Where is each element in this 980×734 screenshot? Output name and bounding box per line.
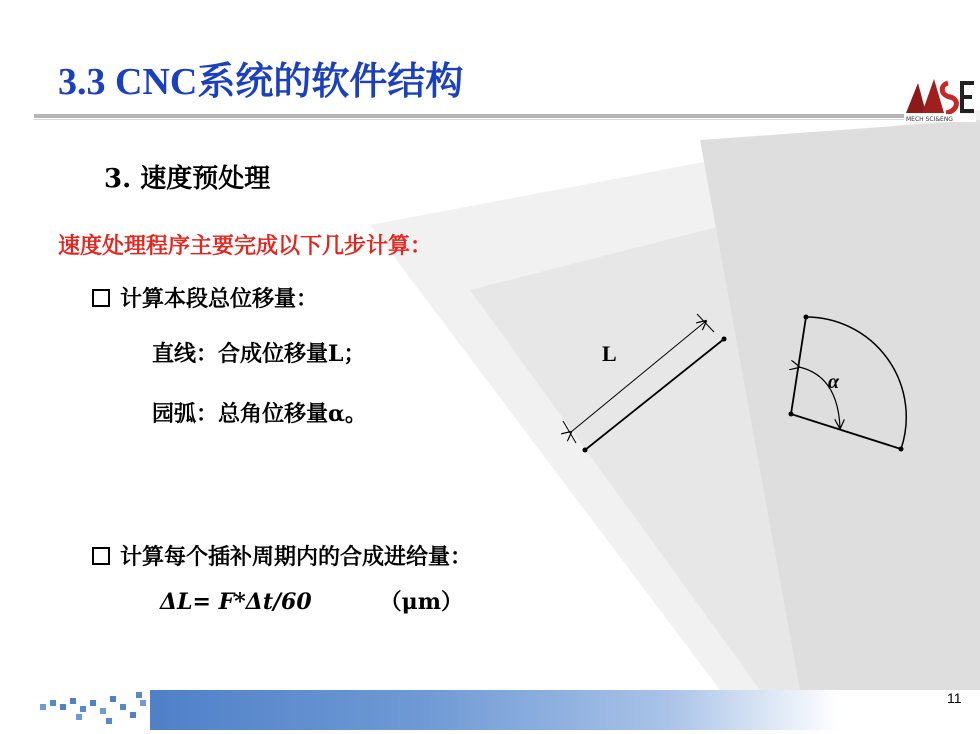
line-label: L: [602, 341, 617, 366]
formula-unit: （μm）: [379, 589, 464, 615]
footer-bar: [150, 690, 840, 730]
straight-line-text: 直线：合成位移量L；: [152, 341, 366, 367]
page-number: 11: [947, 690, 962, 706]
arc-end-point: [899, 447, 904, 452]
intro-text: 速度处理程序主要完成以下几步计算：: [58, 233, 433, 259]
line-segment-figure: [563, 314, 727, 453]
logo-text: MECH SCI&ENG: [906, 116, 953, 123]
line-end-point: [722, 337, 727, 342]
bullet-text: 计算本段总位移量：: [120, 286, 319, 312]
arc-figure: [789, 315, 907, 452]
arc-label: α: [828, 371, 840, 393]
extension-line: [563, 421, 576, 443]
arc-text: 园弧：总角位移量α。: [152, 401, 367, 427]
section-heading: 3. 速度预处理: [104, 164, 271, 194]
arc-curve: [806, 317, 906, 449]
arc-center-point: [789, 412, 794, 417]
formula-expression: ΔL= F*Δt/60: [160, 589, 312, 615]
bullet-text: 计算每个插补周期内的合成进给量：: [120, 544, 473, 570]
footer-dots-decoration: [40, 690, 152, 730]
arc-start-point: [804, 315, 809, 320]
dimension-arrow: [571, 321, 706, 432]
slide-title: 3.3 CNC系统的软件结构: [58, 61, 464, 103]
arc-radius-end: [791, 414, 901, 449]
line-start-point: [583, 448, 588, 453]
extension-line: [697, 314, 714, 332]
arc-radius-start: [791, 317, 806, 414]
